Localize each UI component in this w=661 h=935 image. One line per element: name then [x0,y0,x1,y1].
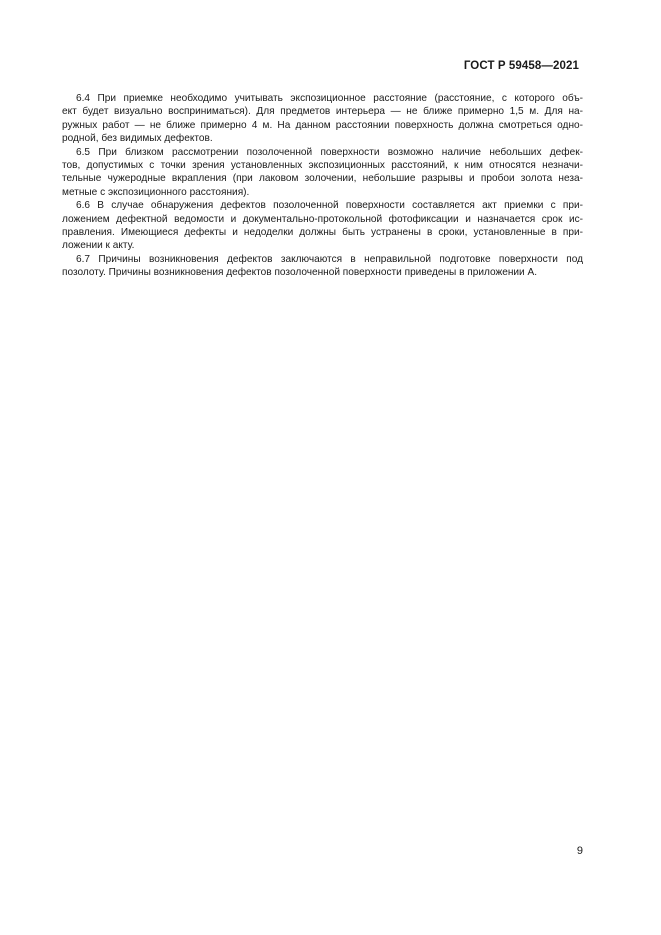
paragraph-line: 6.5 При близком рассмотрении позолоченной поверхности возможно наличие небольших дефек- [76,146,583,158]
paragraph-6-7 [62,253,583,280]
page-number: 9 [576,845,583,857]
paragraph-line: метные с экспозиционного расстояния). [62,186,250,198]
paragraph-6-5 [62,146,583,200]
paragraph-6-6 [62,199,583,253]
paragraph-line: позолоту. Причины возникновения дефектов позолоченной поверхности приведены в приложении А. [62,267,538,279]
paragraph-line: ложении к акту. [62,240,135,252]
paragraph-line: ложением дефектной ведомости и документально-протокольной фотофиксации и назначается срок ис- [62,213,583,225]
paragraph-line: ект будет визуально восприниматься). Для предметов интерьера — не ближе примерно 1,5 м. Для на- [62,106,583,118]
paragraph-line: правления. Имеющиеся дефекты и недоделки должны быть устранены в сроки, установленные в при- [62,227,583,239]
paragraph-6-4 [62,92,583,146]
document-id-header: ГОСТ Р 59458—2021 [463,60,579,72]
paragraph-line: тов, допустимых с точки зрения установленных экспозиционных расстояний, к ним относятся незначи- [62,160,583,172]
paragraph-line: 6.7 Причины возникновения дефектов заключаются в неправильной подготовке поверхности под [76,253,583,265]
paragraph-line: ружных работ — не ближе примерно 4 м. На данном расстоянии поверхность должна смотреться одно- [62,119,583,131]
paragraph-line: родной, без видимых дефектов. [62,133,213,145]
paragraph-line: тельные чужеродные вкрапления (при лаковом золочении, небольшие разрывы и пробои золота неза- [62,173,583,185]
document-body [62,92,583,280]
paragraph-line: 6.4 При приемке необходимо учитывать экспозиционное расстояние (расстояние, с которого объ- [76,93,583,104]
paragraph-line: 6.6 В случае обнаружения дефектов позолоченной поверхности составляется акт приемки с при- [76,200,583,212]
